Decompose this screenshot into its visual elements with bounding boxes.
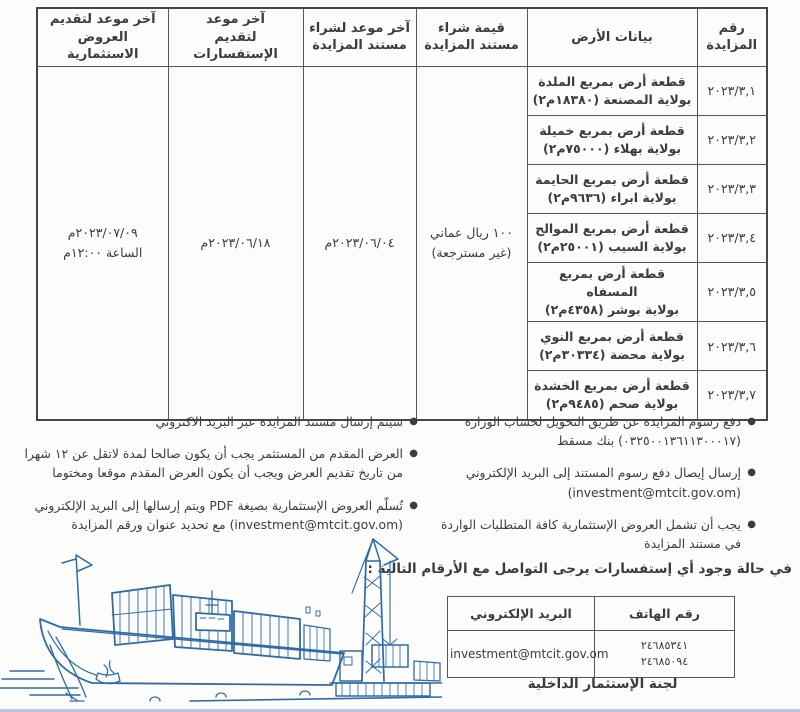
list-item: ● دفع رسوم المزايدة عن طريق التحويل لحساب الوزارة (٠٣٢٥٠٠١٣٦١١٣٠٠٠١٧) بنك مسقط	[464, 414, 756, 449]
list-item: ● إرسال إيصال دفع رسوم المستند إلى البريد الإلكتروني (investment@mtcit.gov.om)	[465, 465, 756, 500]
list-item: ● تُسلّم العروض الإستثمارية بصيغة PDF ويتم إرسالها إلى البريد الإلكتروني (investment@mtcit.gov.om) مع تحديد عنوان ورقم المزايدة	[34, 497, 418, 532]
document-price-cell: ١٠٠ ريال عماني (غير مسترجعة)	[416, 66, 527, 419]
committee-signature: لجنة الإستثمار الداخلية	[527, 676, 678, 692]
auction-table	[36, 7, 768, 421]
land-description: قطعة أرض بمربع الملدة بولاية المصنعة (١٨٣٨٠م٢)	[527, 66, 697, 115]
list-item: ● العرض المقدم من المستثمر يجب أن يكون صالحا لمدة لاتقل عن ١٢ شهرا من تاريخ تقديم العرض ويجب أن يكون العرض المقدم موقعا ومختوما	[24, 446, 418, 481]
ship-illustration-svg	[0, 533, 442, 707]
bullet-icon: ●	[409, 448, 418, 460]
bullet-icon: ●	[747, 416, 756, 427]
land-description: قطعة أرض بمربع المسفاه بولاية بوشر (٤٣٥٨م٢)	[527, 262, 697, 321]
payment-notes-list	[438, 412, 756, 566]
contact-heading: في حالة وجود أي إستفسارات يرجى التواصل مع الأرقام التالية :	[367, 561, 792, 577]
auction-number: ٢٠٢٣/٣,٥	[697, 262, 767, 321]
land-description: قطعة أرض بمربع خميلة بولاية بهلاء (٧٥٠٠٠م٢)	[527, 115, 697, 164]
land-description: قطعة أرض بمربع النوي بولاية محضة (٣٠٣٣٤م٢)	[527, 322, 697, 371]
offer-deadline-cell: ٢٠٢٣/٠٧/٠٩م الساعة ١٢:٠٠م	[37, 66, 168, 419]
bullet-icon: ●	[409, 416, 418, 427]
col-header-email: البريد الإلكتروني	[448, 597, 595, 631]
cargo-ship-crane-illustration	[0, 533, 442, 707]
bullet-icon: ●	[409, 499, 418, 511]
col-header-document-price: قيمة شراء مستند المزايدة	[416, 8, 527, 66]
col-header-offer-deadline: آخر موعد لتقديم العروض الاستثمارية	[37, 8, 168, 66]
auction-number: ٢٠٢٣/٣,٣	[697, 164, 767, 213]
auction-number: ٢٠٢٣/٣,٢	[697, 115, 767, 164]
land-description: قطعة أرض بمربع الخشدة بولاية صحم (٩٤٨٥م٢)	[527, 371, 697, 420]
auction-number: ٢٠٢٣/٣,٦	[697, 322, 767, 371]
table-row	[37, 66, 767, 115]
contact-table-header-row	[448, 597, 735, 631]
col-header-phone: رقم الهاتف	[595, 597, 735, 631]
auction-number: ٢٠٢٣/٣,٤	[697, 213, 767, 262]
col-header-auction-number: رقم المزايدة	[697, 8, 767, 66]
col-header-inquiry-deadline: آخر موعد لتقديم الإستفسارات	[168, 8, 303, 66]
bullet-icon: ●	[747, 518, 756, 530]
auction-table-header-row	[37, 8, 767, 66]
col-header-buy-deadline: آخر موعد لشراء مستند المزايدة	[303, 8, 416, 66]
list-item: ● يجب أن تشمل العروض الإستثمارية كافة المتطلبات الواردة في مستند المزايدة	[440, 516, 756, 552]
table-row	[448, 631, 735, 678]
auction-number: ٢٠٢٣/٣,١	[697, 66, 767, 115]
auction-number: ٢٠٢٣/٣,٧	[697, 371, 767, 420]
buy-deadline-cell: ٢٠٢٣/٠٦/٠٤م	[303, 66, 416, 419]
land-description: قطعة أرض بمربع الموالح بولاية السيب (٢٥٠٠١م٢)	[527, 213, 697, 262]
list-item: ● سيتم إرسال مستند المزايدة عبر البريد الاكتروني	[155, 414, 418, 429]
contact-email: investment@mtcit.gov.om	[448, 631, 595, 678]
submission-notes-list	[16, 412, 418, 547]
bullet-icon: ●	[747, 467, 756, 479]
contact-table	[447, 596, 735, 678]
inquiry-deadline-cell: ٢٠٢٣/٠٦/١٨م	[168, 66, 303, 419]
land-description: قطعة أرض بمربع الحايمة بولاية ابراء (٩٦٣٦م٢)	[527, 164, 697, 213]
phone-numbers: ٢٤٦٨٥٣٤١ ٢٤٦٨٥٠٩٤	[595, 631, 735, 678]
col-header-land-info: بيانات الأرض	[527, 8, 697, 66]
